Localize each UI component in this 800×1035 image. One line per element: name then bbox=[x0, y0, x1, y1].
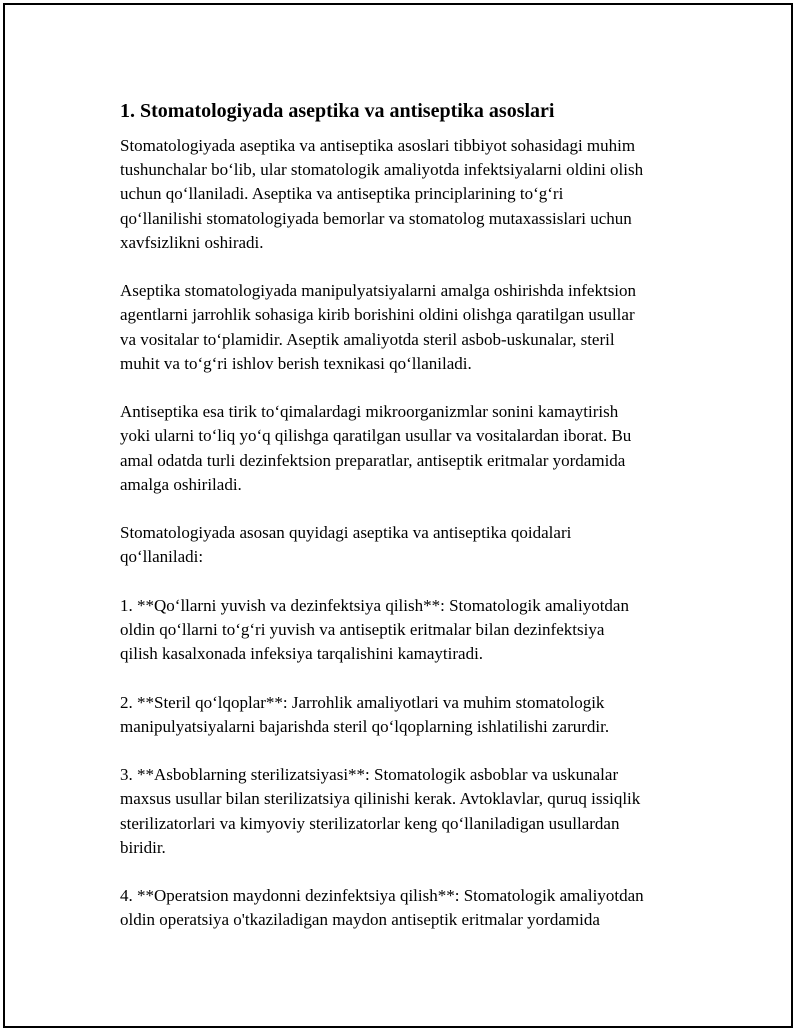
text-line: biridir. bbox=[120, 837, 166, 857]
text-line: qo‘llaniladi: bbox=[120, 547, 204, 567]
text-line: maxsus usullar bilan sterilizatsiya qilinishi kerak. Avtoklavlar, quruq issiqlik bbox=[120, 789, 641, 809]
text-line: Antiseptika esa tirik to‘qimalardagi mikroorganizmlar sonini kamaytirish bbox=[120, 402, 619, 422]
text-line: va vositalar to‘plamidir. Aseptik amaliyotda steril asbob-uskunalar, steril bbox=[120, 329, 615, 349]
text-line: qilish kasalxonada infeksiya tarqalishini kamaytiradi. bbox=[120, 644, 484, 664]
text-line: tushunchalar bo‘lib, ular stomatologik amaliyotda infektsiyalarni oldini olish bbox=[120, 160, 644, 180]
text-line: 2. **Steril qo‘lqoplar**: Jarrohlik amaliyotlari va muhim stomatologik bbox=[120, 692, 605, 712]
paragraph-intro bbox=[120, 134, 710, 255]
text-line: 3. **Asboblarning sterilizatsiyasi**: Stomatologik asboblar va uskunalar bbox=[120, 765, 619, 785]
text-line: amalga oshiriladi. bbox=[120, 474, 242, 494]
text-line: yoki ularni to‘liq yo‘q qilishga qaratilgan usullar va vositalardan iborat. Bu bbox=[120, 426, 632, 446]
paragraph-rules-intro bbox=[120, 521, 710, 569]
paragraph-aseptika bbox=[120, 279, 710, 376]
list-item-3 bbox=[120, 763, 710, 860]
text-line: uchun qo‘llaniladi. Aseptika va antiseptika principlarining to‘g‘ri bbox=[120, 184, 564, 204]
text-line: 4. **Operatsion maydonni dezinfektsiya qilish**: Stomatologik amaliyotdan bbox=[120, 886, 644, 906]
text-line: oldin operatsiya o'tkaziladigan maydon antiseptik eritmalar yordamida bbox=[120, 910, 600, 930]
document-content bbox=[120, 98, 710, 957]
text-line: sterilizatorlari va kimyoviy sterilizatorlar keng qo‘llaniladigan usullardan bbox=[120, 813, 620, 833]
paragraph-antiseptika bbox=[120, 400, 710, 497]
page-frame bbox=[3, 3, 793, 1028]
text-line: muhit va to‘g‘ri ishlov berish texnikasi qo‘llaniladi. bbox=[120, 353, 472, 373]
section-heading: 1. Stomatologiyada aseptika va antiseptika asoslari bbox=[120, 100, 555, 122]
list-item-4 bbox=[120, 884, 710, 932]
list-item-2 bbox=[120, 691, 710, 739]
text-line: agentlarni jarrohlik sohasiga kirib borishini oldini olishga qaratilgan usullar bbox=[120, 305, 635, 325]
text-line: Stomatologiyada aseptika va antiseptika asoslari tibbiyot sohasidagi muhim bbox=[120, 136, 636, 155]
text-line: xavfsizlikni oshiradi. bbox=[120, 232, 264, 252]
text-line: Stomatologiyada asosan quyidagi aseptika va antiseptika qoidalari bbox=[120, 523, 572, 543]
text-line: oldin qo‘llarni to‘g‘ri yuvish va antiseptik eritmalar bilan dezinfektsiya bbox=[120, 620, 605, 639]
text-line: amal odatda turli dezinfektsion preparatlar, antiseptik eritmalar yordamida bbox=[120, 450, 626, 470]
list-item-1 bbox=[120, 594, 710, 667]
text-line: Aseptika stomatologiyada manipulyatsiyalarni amalga oshirishda infektsion bbox=[120, 281, 637, 301]
text-line: manipulyatsiyalarni bajarishda steril qo‘lqoplarning ishlatilishi zarurdir. bbox=[120, 716, 610, 736]
text-line: 1. **Qo‘llarni yuvish va dezinfektsiya qilish**: Stomatologik amaliyotdan bbox=[120, 595, 629, 615]
text-line: qo‘llanilishi stomatologiyada bemorlar va stomatolog mutaxassislari uchun bbox=[120, 208, 632, 228]
